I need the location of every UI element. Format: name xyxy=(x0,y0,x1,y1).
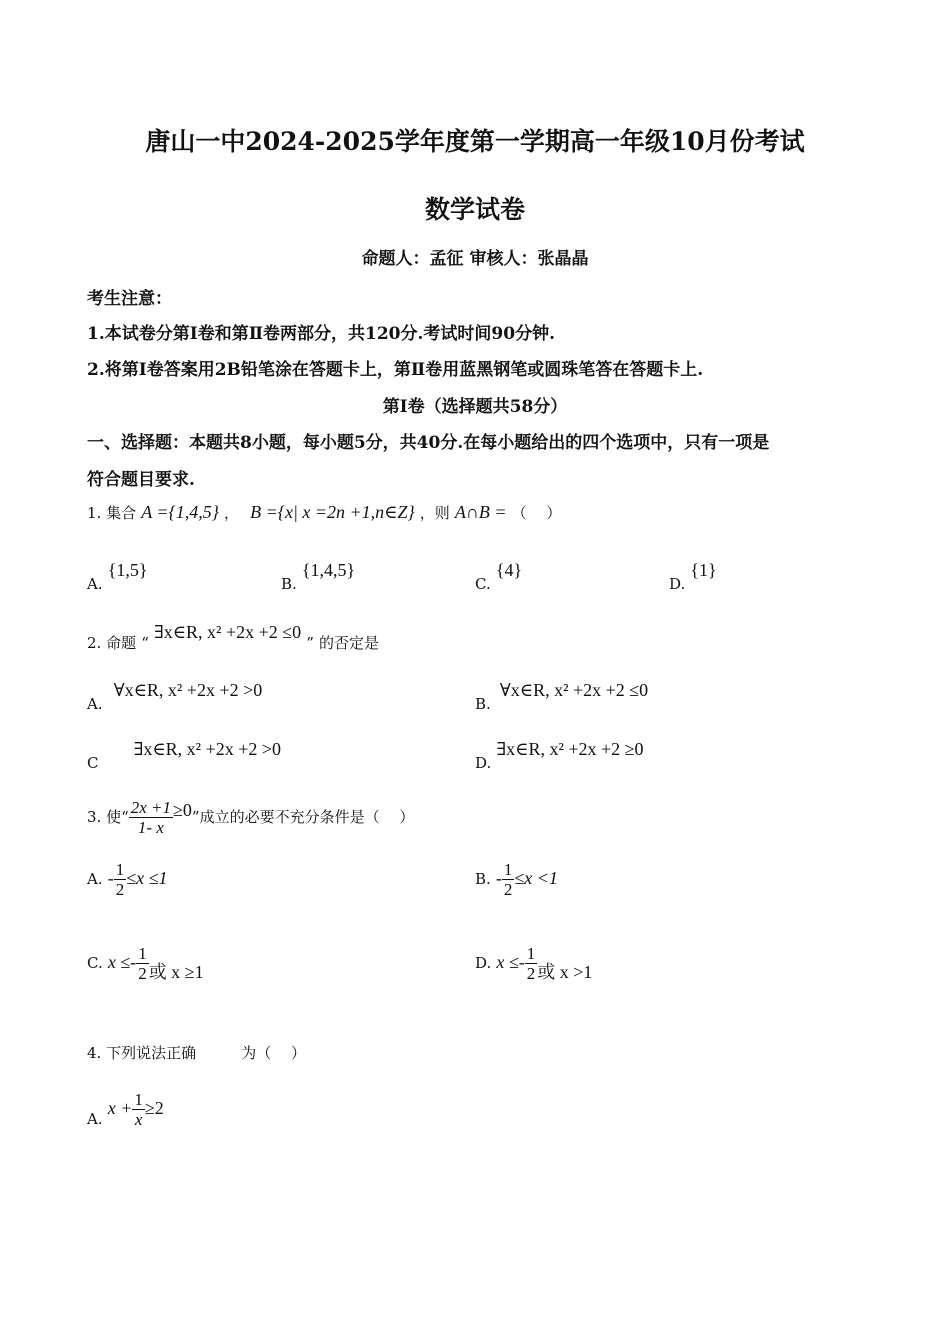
option-prefix: x ≤- xyxy=(496,952,525,972)
option-label: A. xyxy=(87,870,103,888)
section-instructions-line-2: 符合题目要求. xyxy=(87,470,195,490)
question-3-option-c[interactable] xyxy=(87,944,204,984)
option-suffix: 或 x ≥1 xyxy=(148,962,204,982)
fraction-numerator: 1 xyxy=(138,944,147,963)
fraction-denominator: x xyxy=(134,1110,143,1129)
question-1 xyxy=(87,502,561,523)
option-prefix: x ≤- xyxy=(107,952,137,972)
question-1-then: ，则 xyxy=(419,504,450,522)
question-4-suffix: 为（ ） xyxy=(241,1044,306,1062)
option-value: ∀x∈R, x² +2x +2 >0 xyxy=(113,680,263,700)
option-label: D. xyxy=(475,954,492,972)
question-2-prefix: 2. 命题 xyxy=(87,634,137,652)
fraction-denominator: 1- x xyxy=(137,818,164,837)
question-4-prefix: 4. 下列说法正确 xyxy=(87,1044,197,1062)
question-3-option-d[interactable] xyxy=(475,944,592,984)
option-label: A. xyxy=(87,695,103,713)
option-label: B. xyxy=(475,870,491,888)
option-suffix: ≤x ≤1 xyxy=(126,868,168,888)
fraction-denominator: 2 xyxy=(526,964,536,983)
option-value: ∃x∈R, x² +2x +2 ≥0 xyxy=(496,739,644,759)
fraction-numerator: 1 xyxy=(115,860,125,879)
question-3-fraction xyxy=(129,798,173,837)
option-label: B. xyxy=(475,695,491,713)
fraction-denominator: 2 xyxy=(503,880,513,899)
question-3-suffix: ”成立的必要不充分条件是（ ） xyxy=(191,808,415,826)
option-label: B. xyxy=(281,575,297,593)
option-value: {1,4,5} xyxy=(301,560,356,580)
question-1-comma: ， xyxy=(224,504,240,522)
option-value: {4} xyxy=(495,560,523,580)
option-label: A. xyxy=(87,575,103,593)
option-value: ∀x∈R, x² +2x +2 ≤0 xyxy=(499,680,649,700)
option-suffix: 或 x >1 xyxy=(537,962,593,982)
fraction-numerator: 1 xyxy=(526,944,536,963)
fraction-denominator: 2 xyxy=(138,964,147,983)
question-2 xyxy=(87,622,380,652)
question-1-answer-paren: （ ） xyxy=(511,504,562,522)
option-label: C. xyxy=(475,575,491,593)
option-fraction xyxy=(114,860,127,899)
question-3 xyxy=(87,798,414,837)
question-3-relation: ≥0 xyxy=(173,800,192,820)
option-fraction xyxy=(136,944,149,983)
option-value: {1,5} xyxy=(107,560,148,580)
question-1-expression: A∩B = xyxy=(454,502,507,522)
exam-authors: 命题人：孟征 审核人：张晶晶 xyxy=(361,249,589,269)
fraction-numerator: 2x +1 xyxy=(130,798,172,817)
exam-subtitle: 数学试卷 xyxy=(424,195,525,224)
notes-item-2: 2.将第I卷答案用2B铅笔涂在答题卡上，第Ⅱ卷用蓝黑钢笔或圆珠笔答在答题卡上. xyxy=(87,360,704,380)
question-3-prefix: 3. 使“ xyxy=(87,808,129,826)
option-fraction xyxy=(132,1090,145,1129)
option-prefix: - xyxy=(495,868,502,888)
notes-heading: 考生注意： xyxy=(87,289,172,309)
option-value: {1} xyxy=(690,560,717,580)
option-prefix: x + xyxy=(107,1098,133,1118)
fraction-numerator: 1 xyxy=(503,860,513,879)
question-1-set-b: B ={x| x =2n +1,n∈Z} xyxy=(250,502,415,522)
option-suffix: ≤x <1 xyxy=(514,868,558,888)
question-4-option-a[interactable] xyxy=(87,1090,164,1129)
question-3-option-a[interactable] xyxy=(87,860,167,899)
option-label: C. xyxy=(87,954,103,972)
exam-title: 唐山一中2024-2025学年度第一学期高一年级10月份考试 xyxy=(145,127,805,156)
question-1-option-d[interactable] xyxy=(669,560,717,593)
question-2-proposition: ∃x∈R, x² +2x +2 ≤0 xyxy=(153,622,302,642)
question-2-suffix: 的否定是 xyxy=(319,634,380,652)
question-2-option-b[interactable] xyxy=(475,680,649,713)
section-instructions-line-1: 一、选择题：本题共8小题，每小题5分，共40分.在每小题给出的四个选项中，只有一项是 xyxy=(87,433,770,453)
question-3-option-b[interactable] xyxy=(475,860,558,899)
question-1-option-b[interactable] xyxy=(281,560,356,593)
fraction-denominator: 2 xyxy=(115,880,125,899)
option-value: ∃x∈R, x² +2x +2 >0 xyxy=(133,739,282,759)
question-4 xyxy=(87,1042,306,1063)
option-prefix: - xyxy=(107,868,114,888)
option-label: D. xyxy=(475,754,492,772)
section-title: 第I卷（选择题共58分） xyxy=(382,397,568,417)
question-1-set-a: A ={1,4,5} xyxy=(141,502,219,522)
question-2-option-d[interactable] xyxy=(475,739,644,772)
question-2-option-c[interactable] xyxy=(87,739,282,772)
question-2-close-quote: ” xyxy=(306,634,314,652)
option-fraction xyxy=(502,860,515,899)
option-label: C xyxy=(87,754,99,772)
question-1-option-a[interactable] xyxy=(87,560,148,593)
question-1-option-c[interactable] xyxy=(475,560,523,593)
fraction-numerator: 1 xyxy=(134,1090,143,1109)
question-2-option-a[interactable] xyxy=(87,680,263,713)
option-label: A. xyxy=(87,1110,103,1128)
option-suffix: ≥2 xyxy=(144,1098,164,1118)
option-fraction xyxy=(525,944,538,983)
notes-item-1: 1.本试卷分第I卷和第Ⅱ卷两部分，共120分.考试时间90分钟. xyxy=(87,324,556,344)
option-label: D. xyxy=(669,575,686,593)
question-1-prefix: 1. 集合 xyxy=(87,504,137,522)
question-2-open-quote: “ xyxy=(141,634,149,652)
